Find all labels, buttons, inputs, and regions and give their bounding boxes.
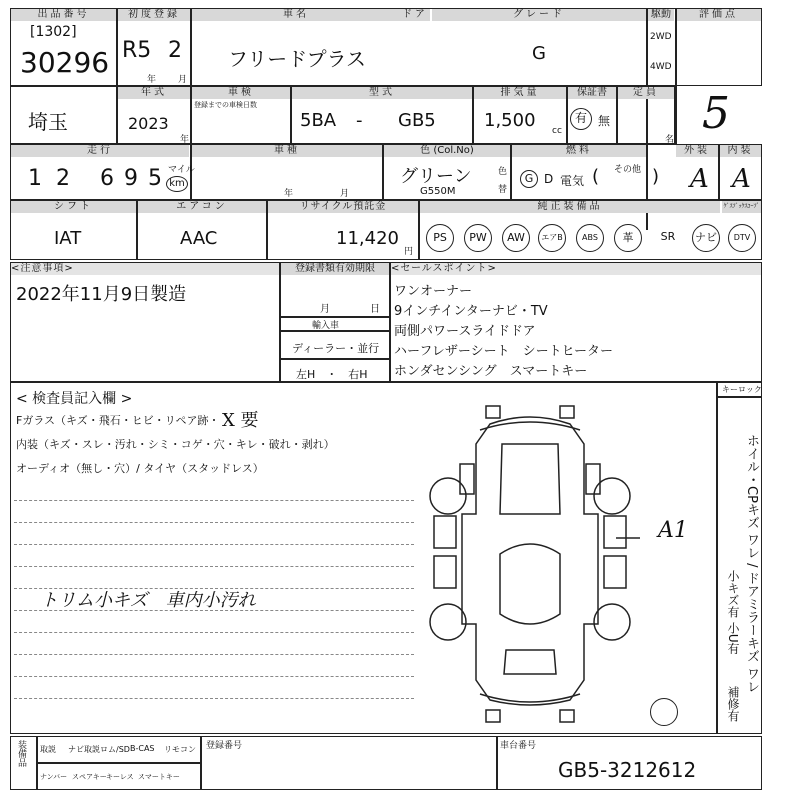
handle-option: 左H ・ 右H — [296, 368, 368, 381]
keylock-label: キーロック — [722, 385, 762, 394]
divider — [716, 382, 718, 734]
warranty-no: 無 — [598, 114, 611, 128]
divider — [616, 86, 618, 144]
equipment-item: ABS — [576, 224, 604, 252]
bottom-cell: リモコン — [164, 745, 196, 754]
divider — [716, 396, 762, 398]
inspector-line-interior: 内装（キズ・スレ・汚れ・シミ・コゲ・穴・キレ・破れ・剥れ） — [16, 438, 335, 451]
divider — [675, 8, 677, 144]
divider — [566, 86, 568, 144]
inspector-line-glass: Fガラス（キズ・飛石・ヒビ・リペア跡・ — [16, 414, 220, 427]
drive-2wd: 2WD — [650, 32, 672, 42]
header-model: 型式 — [292, 87, 472, 99]
dotted-line — [14, 566, 414, 567]
bottom-cell: ナンバー — [40, 773, 68, 781]
glass-mark: X 要 — [222, 410, 259, 431]
header-door: ドア — [400, 9, 430, 21]
equipment-item: PS — [426, 224, 454, 252]
inspector-section — [10, 382, 762, 734]
header-rating: 評価点 — [676, 9, 761, 21]
header-recycle: リサイクル預託金 — [268, 201, 418, 213]
model-year: 2023 — [128, 114, 169, 133]
color-code: G550M — [420, 186, 456, 197]
displacement-value: 1,500 — [484, 110, 536, 131]
model-code: GB5 — [398, 110, 436, 131]
mileage-digit-1: 1 — [28, 166, 42, 191]
header-equipment: 純正装備品 — [420, 201, 720, 213]
header-mileage: 走行 — [11, 145, 189, 157]
sales-point-item: ホンダセンシング スマートキー — [394, 364, 588, 379]
header-capacity: 定員 — [618, 87, 674, 99]
wheel-shapes — [430, 478, 630, 640]
header-grade: グレード — [432, 9, 646, 21]
bottom-cell: キーレス — [106, 773, 134, 781]
sales-point-item: 9インチインターナビ・TV — [394, 304, 548, 319]
damage-mark: A1 — [658, 518, 688, 543]
mileage-digit-2: 2 — [56, 166, 70, 191]
header-aircon: エアコン — [138, 201, 266, 213]
bottom-cell: ナビ取説 — [68, 745, 100, 754]
bottom-cell: B-CAS — [130, 744, 155, 753]
drive-4wd: 4WD — [650, 62, 672, 72]
divider — [279, 358, 389, 360]
header-first-reg: 初度登録 — [118, 9, 190, 21]
car-diagram — [420, 404, 640, 726]
recycle-value: 11,420 — [336, 228, 399, 249]
color-change-b: 替 — [498, 185, 508, 195]
month-unit: 月 — [178, 75, 188, 85]
first-reg-era: R5 — [122, 38, 152, 63]
handwritten-note: トリム小キズ 車内小汚れ — [40, 590, 256, 611]
warranty-yes: 有 — [570, 108, 592, 130]
fuel-diesel: D — [544, 172, 554, 186]
right-note-1: ホイル・CPキズ ワレ / ドアミラーキズ ワレ — [744, 434, 759, 693]
header-notes: <注意事項> — [11, 263, 279, 275]
header-warranty: 保証書 — [568, 87, 616, 99]
divider — [190, 86, 192, 144]
dealer-option: ディーラー・並行 — [292, 342, 380, 355]
color-change-a: 色 — [498, 167, 508, 177]
capacity-unit: 名 — [665, 135, 675, 145]
import-label: 輸入車 — [312, 321, 340, 331]
bottom-cell: ロム/SD — [100, 745, 130, 754]
equipment-item: エアB — [538, 224, 566, 252]
model-dash: - — [356, 110, 363, 131]
car-name-value: フリードプラス — [228, 47, 366, 71]
bottom-cell: 取説 — [40, 745, 56, 754]
sales-point-item: 両側パワースライドドア — [394, 324, 536, 339]
interior-grade: A — [732, 164, 751, 194]
dotted-line — [14, 544, 414, 545]
shaken-month-unit: 月 — [340, 189, 350, 199]
bottom-cell: スマートキー — [138, 773, 180, 781]
reg-no-label: 登録番号 — [206, 741, 243, 751]
inspector-header: < 検査員記入欄 > — [16, 391, 133, 407]
aircon-value: AAC — [180, 228, 218, 249]
divider — [279, 262, 281, 382]
header-shaken: 車検 — [192, 87, 290, 99]
prefecture: 埼玉 — [28, 110, 68, 134]
header-car-name: 車名 — [192, 9, 400, 21]
lot-number: 30296 — [20, 46, 110, 79]
divider — [718, 144, 720, 200]
year-unit: 年 — [147, 75, 157, 85]
header-drive: 駆動 — [648, 9, 674, 21]
dotted-line — [14, 632, 414, 633]
fuel-electric: 電気 — [560, 174, 585, 188]
divider — [266, 200, 268, 260]
displacement-unit: cc — [552, 126, 562, 136]
fuel-paren-open: ( — [592, 166, 600, 187]
dotted-line — [14, 500, 414, 501]
header-year: 年式 — [118, 87, 190, 99]
model-prefix: 5BA — [300, 110, 337, 131]
divider — [496, 736, 498, 790]
sales-point-item: ワンオーナー — [394, 284, 473, 299]
divider — [389, 262, 391, 382]
header-lot: 出品番号 — [11, 9, 116, 21]
first-reg-month: 2 — [168, 38, 182, 63]
sales-point-item: ハーフレザーシート シートヒーター — [394, 344, 614, 359]
grade-value: G — [532, 43, 546, 64]
frame-number: GB5-3212612 — [558, 758, 697, 782]
fuel-other: その他 — [614, 165, 642, 175]
divider — [190, 8, 192, 86]
bottom-cell: スペアキー — [72, 773, 107, 781]
recycle-unit: 円 — [404, 247, 414, 257]
header-fuel: 燃料 — [512, 145, 646, 157]
divider — [116, 8, 118, 86]
shaken-year-unit: 年 — [284, 189, 294, 199]
divider — [290, 86, 292, 144]
equipment-item: DTV — [728, 224, 756, 252]
reg-expiry-md: 月 日 — [320, 304, 380, 315]
divider — [510, 144, 512, 200]
header-catalyst: ｸﾞｽﾌﾞｯｸｽｺｰﾌﾟ — [722, 201, 761, 213]
divider — [472, 86, 474, 144]
header-color: 色 (Col.No) — [384, 145, 510, 157]
right-note-2: 小キズ有 小U有 — [726, 570, 740, 655]
notes-text: 2022年11月9日製造 — [16, 284, 187, 305]
frame-no-label: 車台番号 — [500, 741, 537, 751]
header-body-type: 車種 — [192, 145, 382, 157]
inspector-line-audio: オーディオ（無し・穴）/ タイヤ（スタッドレス） — [16, 462, 264, 475]
header-displacement: 排気量 — [474, 87, 566, 99]
header-shift: シフト — [11, 201, 136, 213]
divider — [200, 736, 202, 790]
lot-code: [1302] — [30, 24, 77, 40]
header-reg-expiry: 登録書類有効期限 — [281, 263, 389, 275]
dotted-line — [14, 676, 414, 677]
mileage-digit-3: 6 — [100, 166, 114, 191]
mileage-digit-5: 5 — [148, 166, 162, 191]
year-unit-2: 年 — [180, 135, 190, 145]
shaken-note: 登録までの車検日数 — [194, 101, 257, 109]
divider — [418, 200, 420, 260]
divider — [36, 762, 200, 764]
dotted-line — [14, 698, 414, 699]
fuel-paren-close: ) — [652, 166, 660, 187]
equipment-item: SR — [660, 230, 676, 243]
header-exterior: 外装 — [676, 145, 718, 157]
fuel-gas: G — [520, 170, 538, 188]
header-interior: 内装 — [720, 145, 761, 157]
equipment-item: AW — [502, 224, 530, 252]
rating-value: 5 — [702, 88, 730, 139]
header-sales-points: <セールスポイント> — [391, 263, 761, 275]
shift-value: IAT — [54, 228, 82, 249]
right-note-3: 補修有 — [726, 686, 740, 722]
wheel-indicator-circle — [650, 698, 678, 726]
divider — [136, 200, 138, 260]
equipment-item: ナビ — [692, 224, 720, 252]
mileage-unit-km: km — [166, 176, 188, 192]
dotted-line — [14, 654, 414, 655]
exterior-grade: A — [690, 164, 709, 194]
dotted-line — [14, 522, 414, 523]
color-name: グリーン — [400, 166, 472, 187]
car-body-outline — [462, 417, 598, 705]
equipment-item: 革 — [614, 224, 642, 252]
equipment-item: PW — [464, 224, 492, 252]
divider — [116, 86, 118, 144]
divider — [382, 144, 384, 200]
mileage-unit-mile: マイル — [168, 165, 195, 175]
side-doors — [434, 464, 626, 588]
mileage-digit-4: 9 — [124, 166, 138, 191]
bottom-label: 装備品 — [16, 740, 26, 767]
